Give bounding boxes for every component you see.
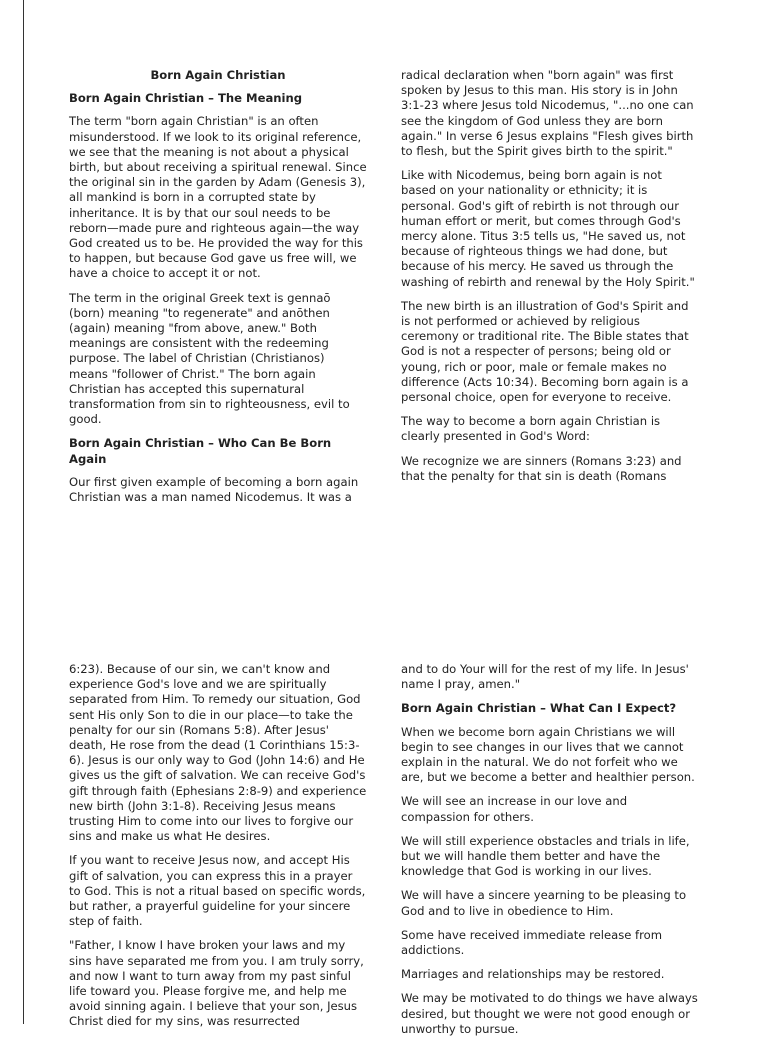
paragraph: We will see an increase in our love and compassion for others.: [401, 794, 628, 824]
paragraph: When we become born again Christians we will begin to see changes in our lives that we cannot explain in the natural. We do not forfeit who we are, but we become a better and healthier person.: [401, 724, 695, 785]
document-title: Born Again Christian: [150, 68, 286, 82]
left-margin-rule: [23, 0, 24, 1024]
paragraph: We recognize we are sinners (Romans 3:23) and that the penalty for that sin is death (Romans: [401, 453, 682, 483]
page2-right-column: [401, 662, 699, 1036]
paragraph: The term in the original Greek text is gennaō (born) meaning "to regenerate" and anōthen (again) meaning "from above, anew." Both meanings are consistent with the redeeming purpose. The label of Christian (Christianos) means "follower of Christ." The born again Christian has accepted this supernatural transformation from sin to righteousness, evil to good.: [69, 290, 350, 427]
paragraph: The term "born again Christian" is an often misunderstood. If we look to its original reference, we see that the meaning is not about a physical birth, but about receiving a spiritual renewal. Since the original sin in the garden by Adam (Genesis 3), all mankind is born in a corrupted state by inheritance. It is by that our soul needs to be reborn—made pure and righteous again—the way God created us to be. He provided the way for this to happen, but because God gave us free will, we have a choice to accept it or not.: [69, 114, 367, 281]
section-heading-meaning: Born Again Christian – The Meaning: [69, 91, 303, 106]
paragraph: If you want to receive Jesus now, and accept His gift of salvation, you can express this in a prayer to God. This is not a ritual based on specific words, but rather, a prayerful guideline for your sincere step of faith.: [69, 853, 366, 929]
page1-right-column: [401, 68, 699, 520]
paragraph: and to do Your will for the rest of my life. In Jesus' name I pray, amen.": [401, 662, 689, 692]
section-heading-what-can-i-expect: Born Again Christian – What Can I Expect?: [401, 701, 677, 716]
paragraph: radical declaration when "born again" was first spoken by Jesus to this man. His story is in John 3:1-23 where Jesus told Nicodemus, "...no one can see the kingdom of God unless they are born again." In verse 6 Jesus explains "Flesh gives birth to flesh, but the Spirit gives birth to the spirit.": [401, 68, 694, 159]
prayer-paragraph: "Father, I know I have broken your laws and my sins have separated me from you. I am truly sorry, and now I want to turn away from my past sinful life toward you. Please forgive me, and help me avoid sinning again. I believe that your son, Jesus Christ died for my sins, was resurrected: [69, 938, 364, 1029]
paragraph: 6:23). Because of our sin, we can't know and experience God's love and we are spiritually separated from Him. To remedy our situation, God sent His only Son to die in our place—to take the penalty for our sin (Romans 5:8). After Jesus' death, He rose from the dead (1 Corinthians 15:3-6). Jesus is our only way to God (John 14:6) and He gives us the gift of salvation. We can receive God's gift through faith (Ephesians 2:8-9) and experience new birth (John 3:1-8). Receiving Jesus means trusting Him to come into our lives to forgive our sins and make us what He desires.: [69, 662, 367, 844]
paragraph: Marriages and relationships may be restored.: [401, 967, 665, 982]
paragraph: Like with Nicodemus, being born again is not based on your nationality or ethnicity; it is personal. God's gift of rebirth is not through our human effort or merit, but comes through God's mercy alone. Titus 3:5 tells us, "He saved us, not because of righteous things we had done, but because of his mercy. He saved us through the washing of rebirth and renewal by the Holy Spirit.": [401, 168, 695, 289]
page2-left-column: [69, 662, 367, 1029]
section-heading-who-can-be-born-again: Born Again Christian – Who Can Be Born Again: [69, 436, 332, 466]
paragraph: The new birth is an illustration of God's Spirit and is not performed or achieved by religious ceremony or traditional rite. The Bible states that God is not a respecter of persons; being old or young, rich or poor, male or female makes no difference (Acts 10:34). Becoming born again is a personal choice, open for everyone to receive.: [401, 298, 689, 405]
paragraph: Our first given example of becoming a born again Christian was a man named Nicodemus. It was a: [69, 474, 359, 505]
paragraph: We may be motivated to do things we have always desired, but thought we were not good enough or unworthy to pursue.: [401, 991, 698, 1036]
paragraph: We will have a sincere yearning to be pleasing to God and to live in obedience to Him.: [401, 888, 687, 918]
paragraph: Some have received immediate release from addictions.: [401, 927, 663, 958]
page1-left-column: [69, 68, 367, 520]
paragraph: We will still experience obstacles and trials in life, but we will handle them better and have the knowledge that God is working in our lives.: [401, 833, 690, 879]
paragraph: The way to become a born again Christian is clearly presented in God's Word:: [401, 414, 661, 444]
